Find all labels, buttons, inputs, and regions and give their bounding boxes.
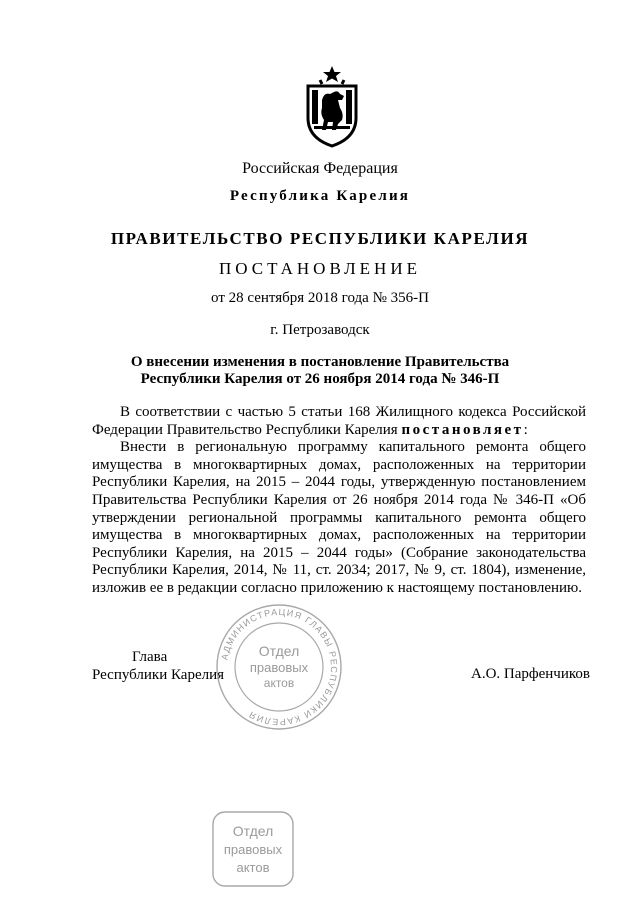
stamp-line-3: актов: [263, 676, 295, 690]
paragraph-1-end: :: [523, 421, 528, 438]
body-paragraph-2: Внести в региональную программу капитального ремонта общего имущества в многоквартирных домах, расположенных на территории Республики Карелия, на 2015 – 2044 годы, утвержденную постановлением Правительства Республики Карелия от 26 ноября 2014 года № 346-П «Об утверждении региональной программы капитального ремонта общего имущества в многоквартирных домах, расположенных на территории Республики Карелия, на 2015 – 2044 годы» (Собрание законодательства Республики Карелия, 2014, № 11, ст. 2034; 2017, № 9, ст. 1804), изменение, изложив ее в редакции согласно приложению к настоящему постановлению.: [92, 439, 586, 596]
signatory-title: [92, 649, 224, 684]
stamp-line-2: правовых: [249, 660, 309, 675]
paragraph-1-text: В соответствии с частью 5 статьи 168 Жилищного кодекса Российской Федерации Правительство Республики Карелия: [92, 404, 586, 438]
document-date: от 28 сентября 2018 года № 356-П: [211, 290, 429, 306]
government-title: ПРАВИТЕЛЬСТВО РЕСПУБЛИКИ КАРЕЛИЯ: [110, 229, 530, 248]
legal-department-stamp: [214, 602, 344, 732]
signatory-name: А.О. Парфенчиков: [471, 666, 590, 682]
signatory-title-line-2: Республики Карелия: [92, 666, 225, 683]
subject-line-2: Республики Карелия от 26 ноября 2014 года № 346-П: [140, 371, 500, 387]
country-name: Российская Федерация: [242, 160, 398, 177]
document-body: [92, 404, 586, 598]
body-paragraph-1: [92, 404, 586, 439]
small-stamp-line-1: Отдел: [232, 823, 274, 839]
republic-name: Республика Карелия: [229, 188, 411, 204]
stamp-line-1: Отдел: [258, 643, 300, 659]
document-city: г. Петрозаводск: [270, 322, 370, 338]
resolution-word: постановляет: [401, 421, 524, 438]
legal-department-small-stamp: [211, 810, 295, 888]
small-stamp-line-2: правовых: [223, 842, 283, 857]
document-subject: [0, 354, 640, 388]
signatory-title-line-1: Глава: [132, 649, 168, 665]
subject-line-1: О внесении изменения в постановление Правительства: [130, 354, 510, 370]
stamp-ring-text: АДМИНИСТРАЦИЯ ГЛАВЫ РЕСПУБЛИКИ КАРЕЛИЯ: [219, 606, 340, 728]
document-type: ПОСТАНОВЛЕНИЕ: [218, 259, 421, 278]
small-stamp-line-3: актов: [236, 860, 270, 875]
karelia-coat-of-arms-icon: [300, 64, 364, 148]
